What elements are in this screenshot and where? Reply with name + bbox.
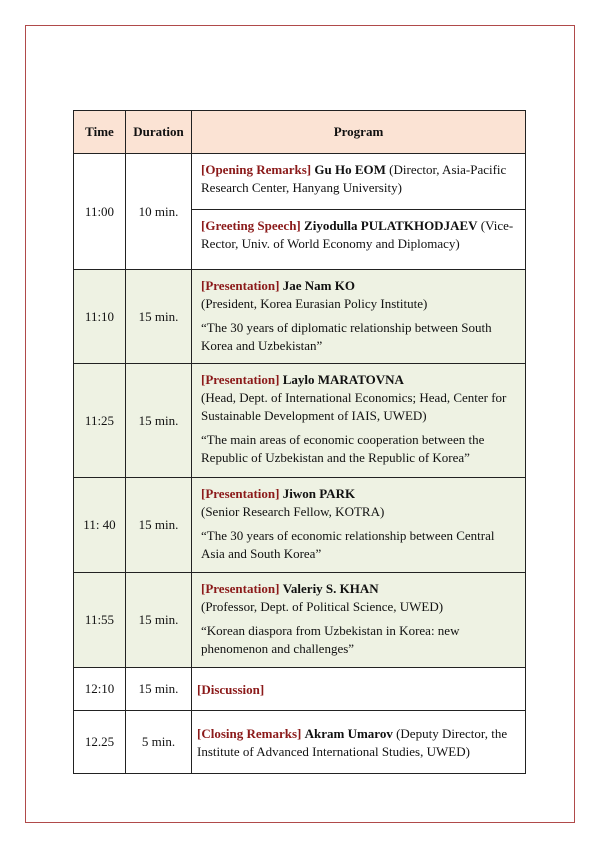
- duration-cell: 15 min.: [126, 573, 192, 668]
- session-tag: [Opening Remarks]: [201, 162, 312, 177]
- table-row: [74, 270, 526, 364]
- session-tag: [Presentation]: [201, 486, 280, 501]
- time-cell: 11:25: [74, 364, 126, 478]
- program-cell: [192, 364, 526, 478]
- program-item: [192, 674, 525, 705]
- table-row: [74, 573, 526, 668]
- duration-cell: 5 min.: [126, 711, 192, 774]
- header-program: Program: [192, 111, 526, 154]
- table-row: [74, 711, 526, 774]
- program-item: [192, 154, 525, 209]
- speaker-name: Valeriy S. KHAN: [282, 581, 379, 596]
- program-item: [192, 478, 525, 527]
- program-cell: [192, 573, 526, 668]
- duration-cell: 15 min.: [126, 478, 192, 573]
- table-row: [74, 668, 526, 711]
- table-row: [74, 154, 526, 270]
- speaker-name: Gu Ho EOM: [314, 162, 386, 177]
- program-item: [192, 209, 525, 259]
- duration-cell: 10 min.: [126, 154, 192, 270]
- header-time: Time: [74, 111, 126, 154]
- session-tag: [Presentation]: [201, 372, 280, 387]
- program-item: [192, 364, 525, 431]
- program-item: [192, 718, 525, 767]
- session-tag: [Greeting Speech]: [201, 218, 301, 233]
- header-row: [74, 111, 526, 154]
- time-cell: 11:00: [74, 154, 126, 270]
- speaker-affiliation: (President, Korea Eurasian Policy Institute): [201, 296, 428, 311]
- duration-cell: 15 min.: [126, 364, 192, 478]
- header-duration: Duration: [126, 111, 192, 154]
- speaker-name: Laylo MARATOVNA: [282, 372, 404, 387]
- speaker-name: Jiwon PARK: [282, 486, 356, 501]
- session-tag: [Closing Remarks]: [197, 725, 302, 741]
- program-cell: [192, 154, 526, 270]
- program-item: [192, 270, 525, 319]
- speaker-affiliation: (Director, Asia-Pacific Research Center, Hanyang University): [201, 162, 507, 195]
- program-table: [73, 110, 526, 774]
- session-tag: [Discussion]: [197, 681, 265, 697]
- duration-cell: 15 min.: [126, 270, 192, 364]
- session-tag: [Presentation]: [201, 581, 280, 596]
- speaker-affiliation: (Senior Research Fellow, KOTRA): [201, 504, 385, 519]
- presentation-topic: “The main areas of economic cooperation between the Republic of Uzbekistan and the Republic of Korea”: [201, 432, 485, 465]
- table-row: [74, 364, 526, 478]
- speaker-name: Akram Umarov: [304, 725, 393, 741]
- session-tag: [Presentation]: [201, 278, 280, 293]
- presentation-topic: “Korean diaspora from Uzbekistan in Korea: new phenomenon and challenges”: [201, 623, 460, 656]
- speaker-name: Jae Nam KO: [282, 278, 355, 293]
- speaker-affiliation: (Head, Dept. of International Economics; Head, Center for Sustainable Development of IAIS, UWED): [201, 390, 507, 423]
- time-cell: 11:55: [74, 573, 126, 668]
- table-row: [74, 478, 526, 573]
- speaker-affiliation: (Vice-Rector, Univ. of World Economy and Diplomacy): [201, 218, 514, 251]
- presentation-topic: “The 30 years of diplomatic relationship between South Korea and Uzbekistan”: [201, 320, 492, 353]
- program-cell: [192, 478, 526, 573]
- program-cell: [192, 711, 526, 774]
- speaker-name: Ziyodulla PULATKHODJAEV: [304, 218, 478, 233]
- program-item: [192, 573, 525, 622]
- time-cell: 11: 40: [74, 478, 126, 573]
- presentation-topic: “The 30 years of economic relationship between Central Asia and South Korea”: [201, 528, 495, 561]
- time-cell: 11:10: [74, 270, 126, 364]
- time-cell: 12:10: [74, 668, 126, 711]
- program-cell: [192, 668, 526, 711]
- speaker-affiliation: (Deputy Director, the Institute of Advanced International Studies, UWED): [197, 725, 508, 759]
- program-cell: [192, 270, 526, 364]
- speaker-affiliation: (Professor, Dept. of Political Science, UWED): [201, 599, 444, 614]
- duration-cell: 15 min.: [126, 668, 192, 711]
- time-cell: 12.25: [74, 711, 126, 774]
